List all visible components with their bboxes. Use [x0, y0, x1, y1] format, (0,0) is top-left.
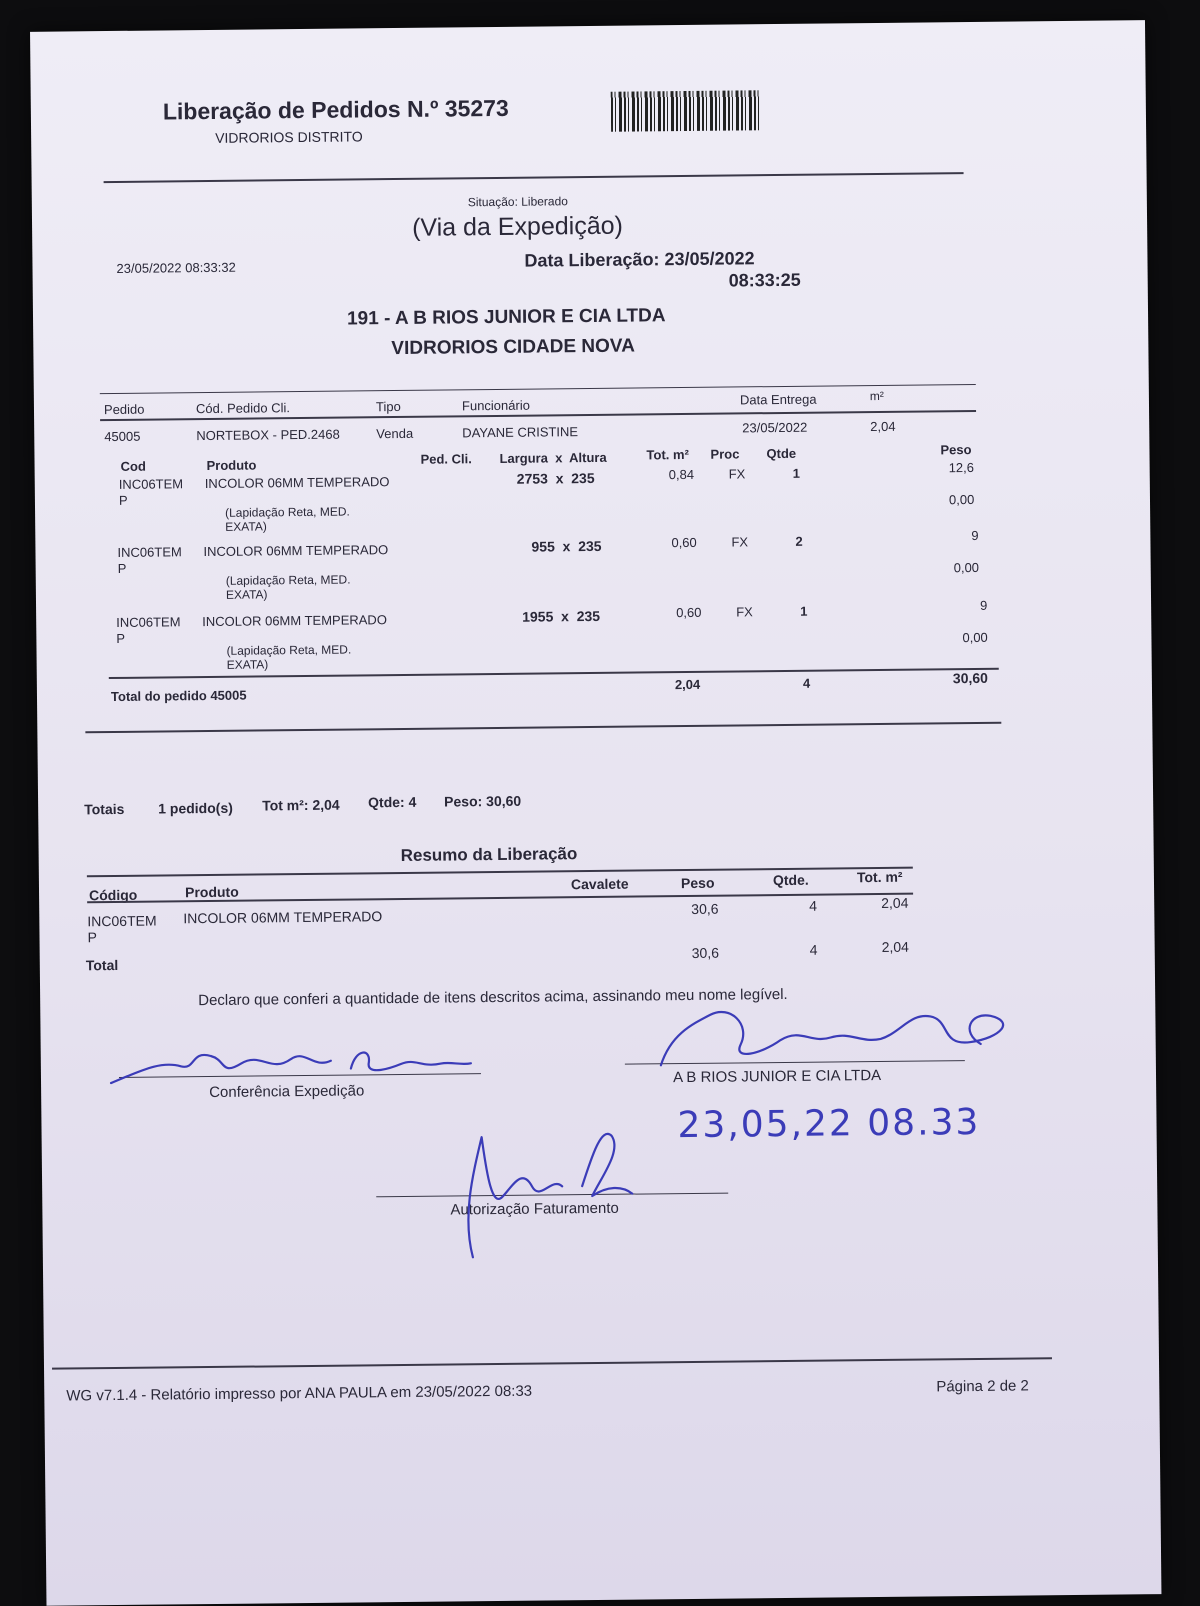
item-cod-cont: P: [116, 630, 126, 646]
resumo-col-cavalete: Cavalete: [570, 875, 629, 893]
autorizacao-label: Autorização Faturamento: [450, 1199, 619, 1219]
value-m2: 2,04: [870, 418, 896, 435]
item-dims: 1955 x 235: [522, 607, 601, 625]
item-dims: 2753 x 235: [516, 469, 595, 487]
item-obs: (Lapidação Reta, MED.: [225, 572, 351, 588]
item-tot-m2: 0,60: [671, 534, 697, 551]
col-cod: Cod: [120, 458, 146, 474]
situacao-text: Situação: Liberado: [467, 194, 568, 210]
totals-label: Totais: [84, 800, 125, 818]
autorizacao-signature: [431, 1115, 653, 1267]
col-peso: Peso: [940, 442, 972, 458]
footer-line: [52, 1357, 1052, 1369]
resumo-title: Resumo da Liberação: [400, 844, 578, 866]
footer-page-number: Página 2 de 2: [936, 1377, 1029, 1396]
order-section-bottom-line: [85, 722, 1001, 734]
item-qtde: 1: [792, 465, 801, 481]
item-produto: INCOLOR 06MM TEMPERADO: [202, 612, 387, 630]
item-proc: FX: [728, 466, 746, 482]
item-qtde: 1: [800, 603, 808, 619]
item-produto: INCOLOR 06MM TEMPERADO: [204, 474, 390, 492]
client-branch: VIDRORIOS CIDADE NOVA: [391, 335, 635, 360]
item-obs-cont: EXATA): [225, 587, 268, 602]
col-tot-m2: Tot. m²: [646, 446, 689, 463]
label-tipo: Tipo: [375, 398, 401, 415]
item-obs-cont: EXATA): [226, 657, 269, 672]
col-produto: Produto: [206, 457, 257, 474]
item-proc: FX: [731, 534, 749, 550]
resumo-col-tot-m2: Tot. m²: [856, 868, 903, 886]
totals-pedidos: 1 pedido(s): [158, 799, 233, 817]
col-proc: Proc: [710, 446, 740, 462]
resumo-total-m2: 2,04: [881, 938, 909, 955]
barcode: [611, 90, 761, 132]
printed-timestamp: 23/05/2022 08:33:32: [116, 259, 236, 276]
value-pedido: 45005: [104, 428, 141, 445]
item-obs: (Lapidação Reta, MED.: [225, 504, 350, 520]
handwritten-date: 23,05,22 08.33: [677, 1101, 981, 1147]
item-peso-extra: 0,00: [962, 629, 988, 646]
document-page: [30, 20, 1161, 1606]
resumo-total-peso: 30,6: [691, 944, 720, 961]
resumo-col-produto: Produto: [184, 883, 239, 901]
resumo-codigo: INC06TEM: [87, 912, 157, 930]
conferencia-signature: [100, 1027, 481, 1091]
label-pedido: Pedido: [103, 401, 145, 418]
resumo-col-peso: Peso: [680, 874, 715, 892]
resumo-total-label: Total: [85, 956, 119, 974]
item-cod-cont: P: [117, 560, 127, 576]
resumo-total-qtde: 4: [809, 941, 818, 958]
cliente-signature: [640, 982, 1021, 1076]
resumo-produto: INCOLOR 06MM TEMPERADO: [183, 908, 383, 927]
company-name: VIDRORIOS DISTRITO: [215, 128, 363, 146]
item-obs-cont: EXATA): [225, 519, 267, 534]
item-peso: 9: [971, 527, 979, 544]
via-title: (Via da Expedição): [411, 211, 624, 242]
resumo-peso: 30,6: [691, 900, 719, 917]
resumo-codigo-cont: P: [87, 929, 97, 946]
item-qtde: 2: [795, 533, 803, 549]
cliente-label: A B RIOS JUNIOR E CIA LTDA: [672, 1066, 882, 1087]
order-total-label: Total do pedido 45005: [110, 687, 247, 705]
item-tot-m2: 0,84: [668, 466, 695, 483]
client-name: 191 - A B RIOS JUNIOR E CIA LTDA: [346, 305, 666, 330]
data-liberacao: Data Liberação: 23/05/2022: [524, 248, 755, 271]
item-cod-cont: P: [118, 492, 128, 508]
item-tot-m2: 0,60: [676, 604, 702, 621]
item-peso-extra: 0,00: [948, 491, 975, 508]
resumo-qtde: 4: [809, 897, 818, 914]
order-total-peso: 30,60: [952, 669, 988, 687]
resumo-tot-m2: 2,04: [881, 894, 909, 911]
totals-qtde: Qtde: 4: [368, 793, 417, 811]
conferencia-label: Conferência Expedição: [209, 1082, 365, 1102]
item-obs: (Lapidação Reta, MED.: [226, 642, 352, 658]
order-total-qtde: 4: [802, 675, 811, 691]
value-data-entrega: 23/05/2022: [742, 419, 808, 436]
header-divider: [104, 172, 964, 183]
resumo-col-qtde: Qtde.: [772, 871, 809, 889]
data-liberacao-time: 08:33:25: [728, 269, 801, 291]
col-largura-altura: Largura x Altura: [499, 449, 607, 466]
item-cod: INC06TEM: [118, 476, 184, 492]
label-cod-pedido-cli: Cód. Pedido Cli.: [195, 400, 291, 417]
declaration-text: Declaro que conferi a quantidade de itens descritos acima, assinando meu nome legível.: [198, 985, 788, 1010]
item-cod: INC06TEM: [116, 614, 181, 630]
label-funcionario: Funcionário: [461, 397, 530, 414]
item-proc: FX: [736, 604, 753, 620]
label-data-entrega: Data Entrega: [739, 391, 817, 408]
order-total-m2: 2,04: [674, 676, 701, 693]
value-tipo: Venda: [376, 425, 414, 442]
col-ped-cli: Ped. Cli.: [420, 451, 472, 467]
document-title: Liberação de Pedidos N.º 35273: [162, 94, 509, 125]
item-peso: 9: [980, 597, 988, 613]
order-header-top-line: [100, 384, 976, 394]
label-m2: m²: [869, 388, 884, 404]
footer-printed-by: WG v7.1.4 - Relatório impresso por ANA PAULA em 23/05/2022 08:33: [66, 1382, 533, 1405]
col-qtde: Qtde: [766, 445, 797, 462]
totals-peso: Peso: 30,60: [444, 792, 522, 810]
resumo-col-codigo: Código: [88, 886, 138, 904]
item-peso: 12,6: [948, 459, 975, 476]
item-dims: 955 x 235: [531, 537, 602, 555]
value-funcionario: DAYANE CRISTINE: [462, 424, 579, 441]
item-cod: INC06TEM: [117, 544, 182, 560]
item-produto: INCOLOR 06MM TEMPERADO: [203, 542, 389, 560]
totals-m2: Tot m²: 2,04: [262, 796, 340, 814]
value-cod-pedido-cli: NORTEBOX - PED.2468: [196, 426, 340, 444]
item-peso-extra: 0,00: [953, 559, 980, 576]
